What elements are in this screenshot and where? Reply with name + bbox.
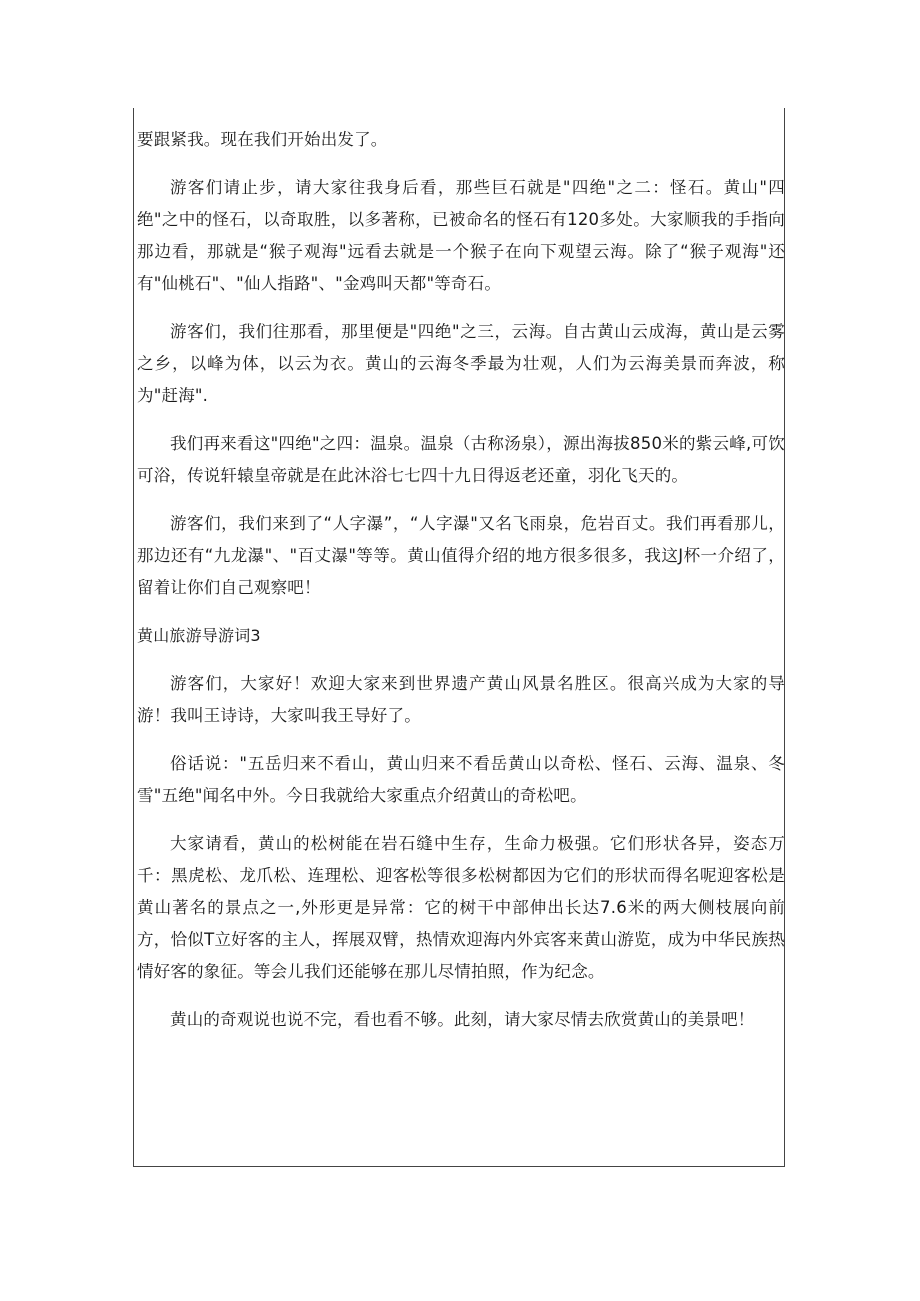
paragraph: 我们再来看这"四绝"之四：温泉。温泉（古称汤泉），源出海拔850米的紫云峰,可饮可浴，传说轩辕皇帝就是在此沐浴七七四十九日得返老还童，羽化飞天的。 xyxy=(137,434,785,485)
paragraph: 黄山的奇观说也说不完，看也看不够。此刻，请大家尽情去欣赏黄山的美景吧！ xyxy=(170,1010,755,1029)
paragraph: 俗话说："五岳归来不看山，黄山归来不看岳黄山以奇松、怪石、云海、温泉、冬雪"五绝"闻名中外。今日我就给大家重点介绍黄山的奇松吧。 xyxy=(137,754,785,805)
paragraph: 游客们，大家好！欢迎大家来到世界遗产黄山风景名胜区。很高兴成为大家的导游！我叫王诗诗，大家叫我王导好了。 xyxy=(137,674,785,725)
paragraph: 要跟紧我。现在我们开始出发了。 xyxy=(137,130,388,149)
section-heading: 黄山旅游导游词3 xyxy=(137,626,261,645)
document-body xyxy=(137,124,785,1052)
paragraph: 游客们请止步，请大家往我身后看，那些巨石就是"四绝"之二：怪石。黄山"四绝"之中的怪石，以奇取胜，以多著称，已被命名的怪石有120多处。大家顺我的手指向那边看，那就是“猴子观海"远看去就是一个猴子在向下观望云海。除了“猴子观海"还有"仙桃石"、"仙人指路"、"金鸡叫天都"等奇石。 xyxy=(137,178,785,293)
paragraph: 游客们，我们来到了“人字瀑”，“人字瀑"又名飞雨泉，危岩百丈。我们再看那儿，那边还有“九龙瀑"、"百丈瀑"等等。黄山值得介绍的地方很多很多，我这J杯一介绍了，留着让你们自己观察吧！ xyxy=(137,514,785,597)
paragraph: 游客们，我们往那看，那里便是"四绝"之三，云海。自古黄山云成海，黄山是云雾之乡，以峰为体，以云为衣。黄山的云海冬季最为壮观，人们为云海美景而奔波，称为"赶海". xyxy=(137,322,785,405)
paragraph: 大家请看，黄山的松树能在岩石缝中生存，生命力极强。它们形状各异，姿态万千：黑虎松、龙爪松、连理松、迎客松等很多松树都因为它们的形状而得名呢迎客松是黄山著名的景点之一,外形更是异常：它的树干中部伸出长达7.6米的两大侧枝展向前方，恰似T立好客的主人，挥展双臂，热情欢迎海内外宾客来黄山游览，成为中华民族热情好客的象征。等会儿我们还能够在那儿尽情拍照，作为纪念。 xyxy=(137,834,785,981)
